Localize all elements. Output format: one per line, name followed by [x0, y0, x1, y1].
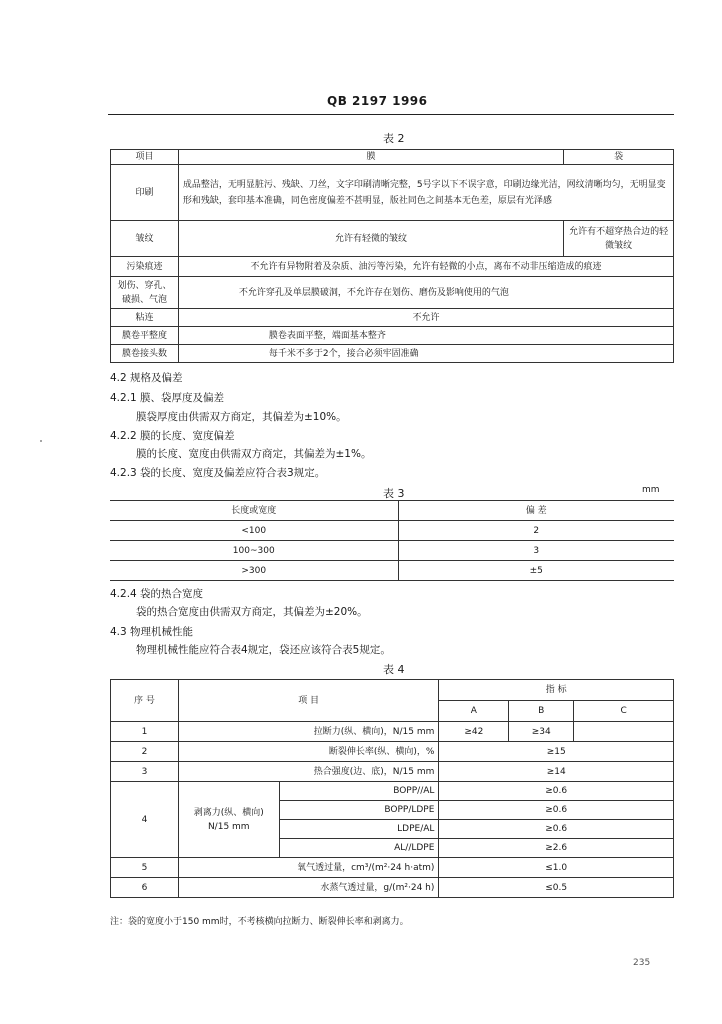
table4-header-no: 序 号: [111, 680, 179, 722]
table2-row-item: 划伤、穿孔、破损、气泡: [111, 277, 179, 309]
table4-value: ≥2.6: [439, 839, 674, 858]
table4-value: ≥0.6: [439, 801, 674, 820]
table3-dev: ±5: [398, 561, 674, 581]
table4-row-no: 5: [111, 858, 179, 878]
table2-row-item: 皱纹: [111, 221, 179, 257]
table4-note: 注：袋的宽度小于150 mm时，不考核横向拉断力、断裂伸长率和剥离力。: [110, 917, 409, 927]
table2-row-item: 污染痕迹: [111, 257, 179, 277]
table4-peel-label-line1: 剥离力(纵、横向): [193, 807, 264, 818]
page-number: 235: [633, 958, 651, 968]
section-4-2: 4.2 规格及偏差: [110, 372, 183, 384]
table4-value: ≥14: [439, 762, 674, 782]
table4-value: ≥0.6: [439, 782, 674, 801]
table4-header-item: 项 目: [178, 680, 439, 722]
table-4: [110, 679, 674, 898]
table2-row-film: 每千米不多于2个，接合必须牢固准确: [178, 345, 673, 363]
table3-range: 100~300: [110, 541, 398, 561]
scan-speck: [40, 440, 42, 442]
table2-row-item: 膜卷平整度: [111, 327, 179, 345]
table4-row-item: 断裂伸长率(纵、横向)，%: [178, 742, 439, 762]
table4-peel-sub: LDPE/AL: [279, 820, 439, 839]
table2-row-film: 成品整洁，无明显脏污、残缺、刀丝，文字印刷清晰完整，5号字以下不误字意，印刷边缘光洁，网纹清晰均匀，无明显变形和残缺，套印基本准确，同色密度偏差不甚明显，版社同色之间基本无色差，原层有光泽感: [178, 165, 673, 221]
table3-dev: 3: [398, 541, 674, 561]
standard-code: QB 2197 1996: [327, 94, 428, 108]
table4-peel-label-line2: N/15 mm: [207, 821, 250, 832]
table2-row-film: 膜卷表面平整，端面基本整齐: [178, 327, 673, 345]
table4-value: ≥0.6: [439, 820, 674, 839]
table2-header-bag: 袋: [564, 150, 674, 165]
table2-row-film: 不允许有异物附着及杂质、油污等污染，允许有轻微的小点，离布不动非压缩造成的痕迹: [178, 257, 673, 277]
table4-value: ≤0.5: [439, 878, 674, 898]
table3-range: <100: [110, 521, 398, 541]
section-4-2-2: 4.2.2 膜的长度、宽度偏差: [110, 430, 235, 442]
table4-row-no: 4: [111, 782, 179, 858]
header-rule: [108, 114, 674, 115]
table4-caption: 表 4: [383, 663, 405, 676]
table2-row-film: 允许有轻微的皱纹: [178, 221, 563, 257]
table3-header-dev: 偏 差: [398, 501, 674, 521]
table2-header-item: 项目: [111, 150, 179, 165]
table2-header-film: 膜: [178, 150, 563, 165]
table2-row-bag: 允许有不超穿热合边的轻微皱纹: [564, 221, 674, 257]
table4-row-no: 6: [111, 878, 179, 898]
section-4-3-text: 物理机械性能应符合表4规定，袋还应该符合表5规定。: [136, 644, 391, 656]
table3-dev: 2: [398, 521, 674, 541]
table3-range: >300: [110, 561, 398, 581]
table4-row-item: 拉断力(纵、横向)，N/15 mm: [178, 722, 439, 742]
section-4-2-2-text: 膜的长度、宽度由供需双方商定，其偏差为±1%。: [136, 448, 372, 460]
table4-value: ≥15: [439, 742, 674, 762]
table4-peel-sub: BOPP/LDPE: [279, 801, 439, 820]
table4-header-index: 指 标: [439, 680, 674, 701]
table2-row-item: 印刷: [111, 165, 179, 221]
table4-row-item: 氧气透过量，cm³/(m²·24 h·atm): [178, 858, 439, 878]
table4-grade-b: B: [509, 701, 574, 722]
table2-row-film: 不允许穿孔及单层膜破洞，不允许存在划伤、磨伤及影响使用的气泡: [178, 277, 673, 309]
table4-value: ≤1.0: [439, 858, 674, 878]
table4-row-no: 1: [111, 722, 179, 742]
table-3: [110, 500, 674, 581]
table4-row-item: 水蒸气透过量，g/(m²·24 h): [178, 878, 439, 898]
table2-row-item: 粘连: [111, 309, 179, 327]
table4-grade-c: C: [574, 701, 674, 722]
table4-peel-sub: AL//LDPE: [279, 839, 439, 858]
table3-unit: mm: [642, 485, 660, 495]
table3-header-range: 长度或宽度: [110, 501, 398, 521]
table2-row-film: 不允许: [178, 309, 673, 327]
table4-grade-a: A: [439, 701, 509, 722]
section-4-3: 4.3 物理机械性能: [110, 626, 194, 638]
table4-peel-label: [178, 782, 279, 858]
table2-caption: 表 2: [383, 132, 405, 145]
section-4-2-4-text: 袋的热合宽度由供需双方商定，其偏差为±20%。: [136, 606, 368, 618]
table4-value-a: ≥42: [439, 722, 509, 742]
section-4-2-4: 4.2.4 袋的热合宽度: [110, 588, 204, 600]
table4-row-no: 3: [111, 762, 179, 782]
table4-value-c: [574, 722, 674, 742]
section-4-2-1-text: 膜袋厚度由供需双方商定，其偏差为±10%。: [136, 411, 347, 423]
section-4-2-1: 4.2.1 膜、袋厚度及偏差: [110, 392, 225, 404]
table4-row-item: 热合强度(边、底)，N/15 mm: [178, 762, 439, 782]
table-2: [110, 149, 674, 363]
table2-row-item: 膜卷接头数: [111, 345, 179, 363]
table4-peel-sub: BOPP//AL: [279, 782, 439, 801]
table4-value-b: ≥34: [509, 722, 574, 742]
table3-caption: 表 3: [383, 487, 405, 500]
table4-row-no: 2: [111, 742, 179, 762]
section-4-2-3: 4.2.3 袋的长度、宽度及偏差应符合表3规定。: [110, 467, 326, 479]
